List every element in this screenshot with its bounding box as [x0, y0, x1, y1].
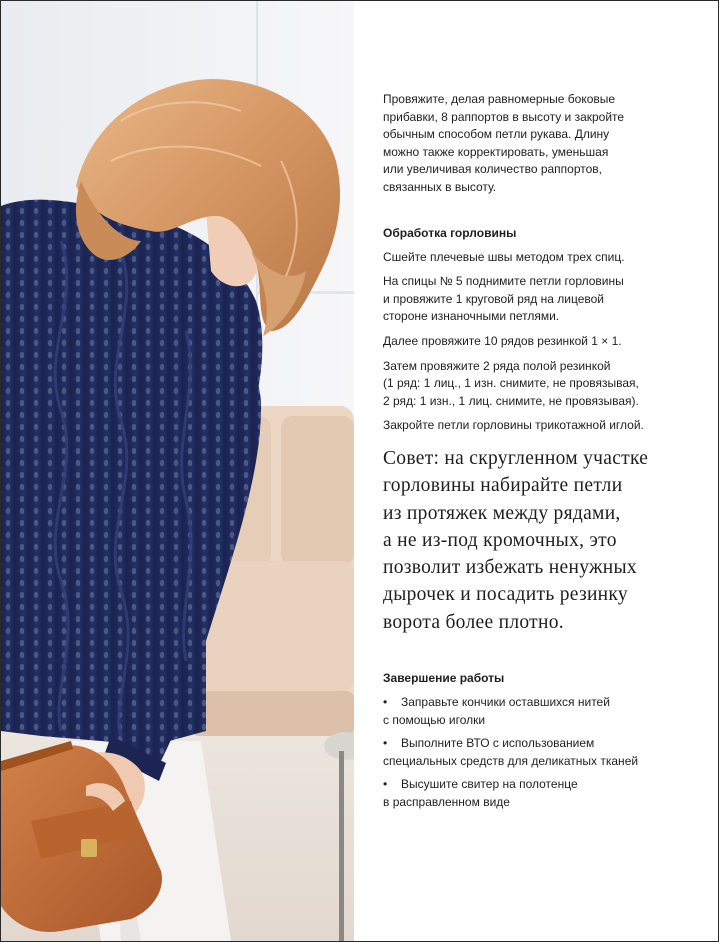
finish-list — [383, 694, 693, 812]
model-photo — [1, 1, 354, 941]
bullet-icon: • — [383, 694, 388, 709]
list-item: • Выполните ВТО с использованием специальных средств для деликатных тканей — [383, 736, 639, 768]
instructions-column — [383, 91, 693, 818]
neckline-heading: Обработка горловины — [383, 225, 517, 240]
neckline-step: Затем провяжите 2 ряда полой резинкой (1 ряд: 1 лиц., 1 изн. снимите, не провязывая, 2 ряд: 1 изн., 1 лиц. снимите, не провязывая). — [383, 358, 639, 408]
tip-callout: Совет: на скругленном участке горловины набирайте петли из протяжек между рядами, а не из-под кромочных, это позволит избежать ненужных дырочек и посадить резинку ворота более плотно. — [383, 447, 649, 633]
neckline-step: Далее провяжите 10 рядов резинкой 1 × 1. — [383, 333, 622, 348]
finish-heading: Завершение работы — [383, 670, 505, 685]
intro-paragraph: Провяжите, делая равномерные боковые прибавки, 8 раппортов в высоту и закройте обычным способом петли рукава. Длину можно также корректировать, уменьшая или увеличивая количество раппортов, связанных в высоту. — [383, 92, 625, 194]
list-item: • Заправьте кончики оставшихся нитей с помощью иголки — [383, 694, 610, 727]
neckline-step: На спицы № 5 поднимите петли горловины и провяжите 1 круговой ряд на лицевой стороне изнаночными петлями. — [383, 274, 624, 324]
neckline-step: Закройте петли горловины трикотажной иглой. — [383, 418, 644, 433]
list-item: • Высушите свитер на полотенце в расправленном виде — [383, 777, 578, 809]
neckline-step: Сшейте плечевые швы методом трех спиц. — [383, 249, 625, 264]
bullet-icon: • — [383, 736, 388, 751]
bullet-icon: • — [383, 777, 388, 792]
